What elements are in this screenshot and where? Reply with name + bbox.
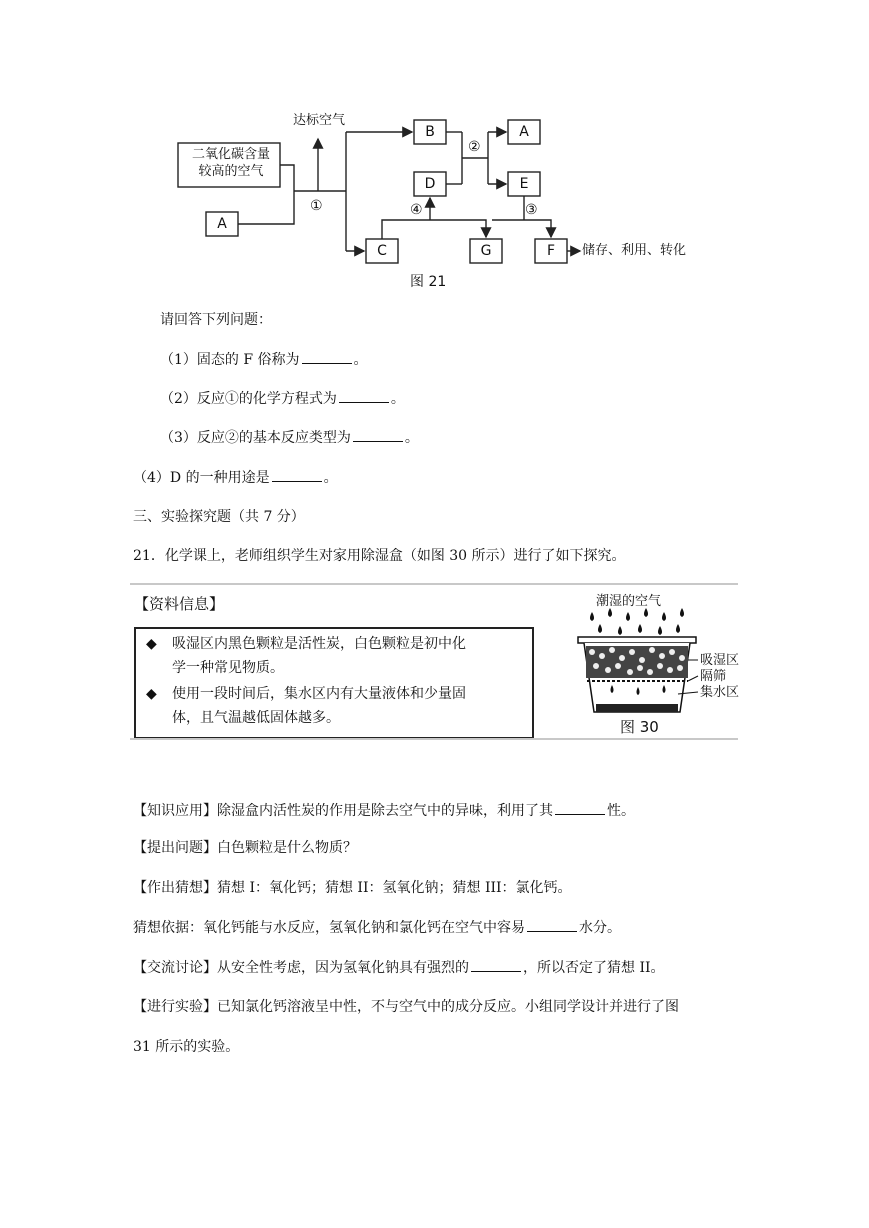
questions-intro: 请回答下列问题：: [160, 312, 272, 328]
info-item-2-text2: 体，且气温越低固体越多。: [172, 710, 340, 726]
answer-blank-1[interactable]: [302, 349, 352, 364]
storage-label: 储存、利用、转化: [582, 243, 687, 258]
info-title: 【资料信息】: [134, 595, 225, 613]
section-3-heading: 三、实验探究题（共 7 分）: [133, 509, 305, 525]
info-item-1-line2: [146, 656, 284, 680]
experiment-line-2: 31 所示的实验。: [133, 1039, 240, 1055]
question-4-period: 。: [323, 470, 338, 486]
answer-blank-basis[interactable]: [527, 917, 577, 932]
box-c-label: C: [377, 243, 387, 259]
info-item-1-text1: 吸湿区内黑色颗粒是活性炭，白色颗粒是初中化: [172, 636, 466, 652]
knowledge-application: [133, 800, 635, 821]
question-21: 21．化学课上，老师组织学生对家用除湿盒（如图 30 所示）进行了如下探究。: [133, 548, 626, 564]
figure-30-caption: 图 30: [620, 718, 659, 736]
knowledge-end: 性。: [607, 803, 635, 819]
info-box: [134, 627, 534, 739]
raise-question: [133, 838, 357, 858]
info-item-2-text1: 使用一段时间后，集水区内有大量液体和少量固: [172, 686, 466, 702]
step-4-label: ④: [410, 202, 423, 218]
droplet-icons: [590, 608, 684, 635]
knowledge-tag: 【知识应用】: [133, 803, 217, 819]
question-3-text: （3）反应②的基本反应类型为: [160, 430, 351, 446]
co2-air-line1: 二氧化碳含量: [191, 147, 270, 162]
box-a-left-label: A: [217, 216, 227, 232]
box-a-right-label: A: [519, 124, 529, 140]
answer-blank-knowledge[interactable]: [555, 800, 605, 815]
question-4: [133, 467, 338, 488]
basis-end: 水分。: [579, 920, 621, 936]
box-f-label: F: [546, 243, 556, 259]
question-1-text: （1）固态的 F 俗称为: [160, 352, 300, 368]
question-4-text: （4）D 的一种用途是: [133, 470, 270, 486]
sieve-label: 隔筛: [700, 669, 727, 684]
question-2-text: （2）反应①的化学方程式为: [160, 391, 337, 407]
discuss-tag: 【交流讨论】: [133, 960, 217, 976]
hypothesis: [133, 878, 572, 898]
discuss-text: 从安全性考虑，因为氢氧化钠具有强烈的: [217, 960, 469, 976]
discuss-end: ，所以否定了猜想 II。: [523, 960, 665, 976]
info-bullet-1: ◆: [146, 636, 157, 652]
question-3-period: 。: [404, 430, 419, 446]
question-tag: 【提出问题】: [133, 840, 217, 856]
info-item-2-line2: [146, 706, 340, 730]
info-item-1-line1: [146, 632, 466, 656]
guess-text: 猜想 I：氧化钙；猜想 II：氢氧化钠；猜想 III：氯化钙。: [217, 880, 572, 896]
discussion: [133, 957, 665, 978]
info-item-1-text2: 学一种常见物质。: [172, 660, 284, 676]
info-bottom-rule: [130, 738, 738, 740]
question-1-period: 。: [353, 352, 368, 368]
basis-text: 猜想依据：氧化钙能与水反应，氢氧化钠和氯化钙在空气中容易: [133, 920, 525, 936]
info-bullet-2: ◆: [146, 686, 157, 702]
guess-tag: 【作出猜想】: [133, 880, 217, 896]
answer-blank-discuss[interactable]: [471, 957, 521, 972]
knowledge-text: 除湿盒内活性炭的作用是除去空气中的异味，利用了其: [217, 803, 553, 819]
absorb-zone-label: 吸湿区: [700, 653, 740, 668]
box-e-label: E: [519, 176, 529, 192]
humid-air-label: 潮湿的空气: [596, 594, 662, 609]
co2-air-label: [183, 146, 279, 180]
question-text: 白色颗粒是什么物质？: [217, 840, 357, 856]
hypothesis-basis: [133, 917, 621, 938]
standard-air-label: 达标空气: [293, 113, 346, 128]
box-g-label: G: [480, 243, 492, 259]
info-item-2-line1: [146, 682, 466, 706]
answer-blank-3[interactable]: [353, 427, 403, 442]
question-1: [160, 349, 368, 370]
question-3: [160, 427, 419, 448]
question-2-period: 。: [390, 391, 405, 407]
answer-blank-2[interactable]: [339, 388, 389, 403]
co2-air-line2: 较高的空气: [198, 164, 264, 179]
exp-tag: 【进行实验】: [133, 999, 217, 1015]
box-b-label: B: [425, 124, 435, 140]
question-2: [160, 388, 405, 409]
figure-21-caption: 图 21: [410, 274, 447, 290]
step-2-label: ②: [468, 139, 481, 155]
info-top-rule: [130, 583, 738, 585]
answer-blank-4[interactable]: [272, 467, 322, 482]
step-3-label: ③: [525, 202, 538, 218]
exp-text: 已知氯化钙溶液呈中性，不与空气中的成分反应。小组同学设计并进行了图: [217, 999, 679, 1015]
water-zone-label: 集水区: [700, 685, 740, 700]
experiment: [133, 997, 679, 1017]
box-d-label: D: [424, 176, 436, 192]
step-1-label: ①: [310, 198, 323, 214]
